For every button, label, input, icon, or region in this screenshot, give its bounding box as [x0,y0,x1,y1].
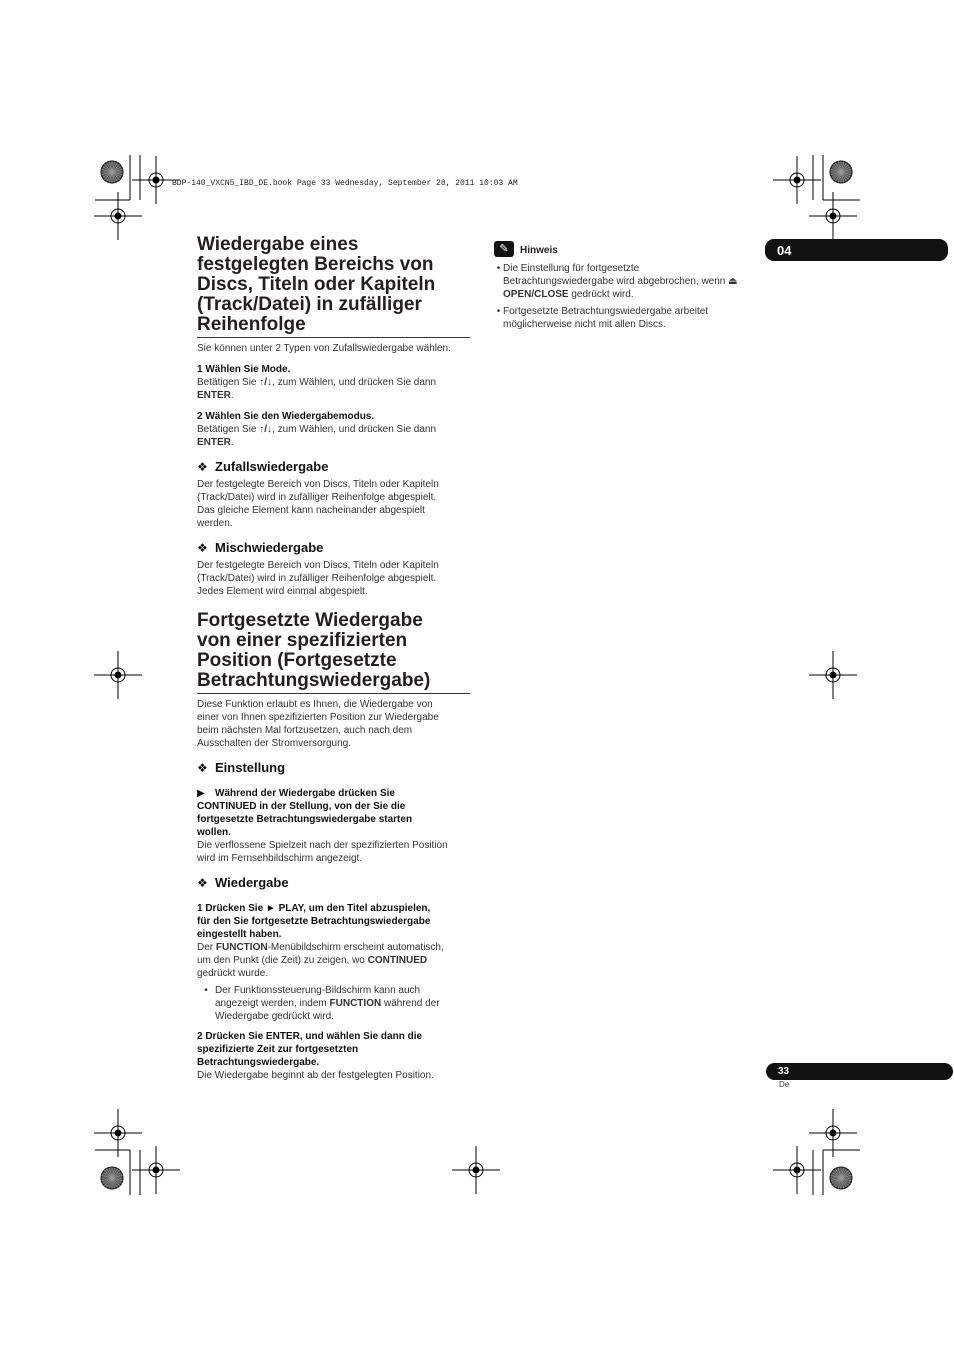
section-title-random [197,235,470,338]
playback-step-1-text [197,941,470,980]
diamond-icon: ❖ [197,459,208,474]
text-line: eingestellt haben. [197,929,282,940]
function-key-label: FUNCTION [215,942,268,953]
text: Der [197,942,216,953]
text-line: Betrachtungswiedergabe. [197,1057,320,1068]
subheading-label: Mischwiedergabe [215,540,324,555]
bullet-dot: • [204,985,208,996]
title-line: von einer spezifizierten [197,630,408,651]
step-1-text: Betätigen Sie ↑/↓, zum Wählen, und drücken Sie dann ENTER. [197,377,437,401]
bullet-text [215,984,440,1023]
text-line: Der festgelegte Bereich von Discs, Titeln oder Kapiteln [197,560,439,571]
text-line: CONTINUED in der Stellung, von der Sie die [197,801,406,812]
continued-intro-text [197,698,470,750]
page-language: De [779,1080,790,1089]
shuffle-play-text [197,559,470,598]
title-line: Fortgesetzte Wiedergabe [197,610,423,631]
text-line: werden. [197,518,233,529]
text: Betätigen Sie [197,377,260,388]
pencil-note-icon: ✎ [494,241,514,257]
text: Wiedergabe gedrückt wird. [215,1011,334,1022]
text: um den Punkt (die Zeit) zu zeigen, wo [197,955,368,966]
text: Fortgesetzte Betrachtungswiedergabe arbeitet [503,306,709,317]
text-line: (Track/Datei) wird in zufälliger Reihenfolge abgespielt. [197,492,437,503]
text-line: wollen. [197,827,231,838]
text-line: wird im Fernsehbildschirm angezeigt. [197,853,363,864]
note-header [494,241,756,257]
note-title: Hinweis [520,245,558,256]
text-line: Der festgelegte Bereich von Discs, Titeln oder Kapiteln [197,479,439,490]
subheading-label: Wiedergabe [215,875,289,890]
setting-text [197,839,470,865]
crosshair-mark [94,651,142,699]
play-triangle-icon: ▶ [197,788,205,799]
title-line: Betrachtungswiedergabe) [197,670,431,691]
text: gedrückt wurde. [197,968,269,979]
enter-key-label: ENTER [197,390,231,401]
crosshair-mark [773,1146,821,1194]
registration-disc-mark [101,1167,123,1189]
text: -Menübildschirm erscheint automatisch, [267,942,444,953]
subheading-label: Einstellung [215,760,286,775]
text-line: Während der Wiedergabe drücken Sie [215,788,395,799]
text-line: beim nächsten Mal fortzusetzen, auch nach dem [197,725,413,736]
text-line: fortgesetzte Betrachtungswiedergabe starten [197,814,413,825]
subheading-shuffle-play [197,540,470,555]
title-line: Reihenfolge [197,314,306,335]
text-line: Das gleiche Element kann nacheinander abgespielt [197,505,425,516]
title-line: festgelegten Bereichs von [197,254,434,275]
bullet-text [503,262,738,301]
title-line: Position (Fortgesetzte [197,650,397,671]
text: Der Funktionssteuerung-Bildschirm kann auch [215,985,421,996]
registration-disc-mark [101,161,123,183]
subheading-setting [197,760,470,775]
random-play-text [197,478,470,530]
text: Betrachtungswiedergabe wird abgebrochen, wenn ⏏ [503,276,738,287]
text: gedrückt wird. [568,289,634,300]
text: Die Einstellung für fortgesetzte [503,263,640,274]
subheading-random-play [197,459,470,474]
note-bullet [494,262,756,301]
text: möglicherweise nicht mit allen Discs. [503,319,666,330]
registration-disc-mark [830,161,852,183]
step-1-title: 1 Wählen Sie Mode. [197,364,291,375]
bullet-text [503,305,708,331]
crosshair-mark [132,1146,180,1194]
title-line: Wiedergabe eines [197,234,359,255]
print-header-line: BDP-140_VXCN5_IBD_DE.book Page 33 Wednesday, September 28, 2011 10:03 AM [172,179,518,188]
crosshair-mark [452,1146,500,1194]
title-line: Discs, Titeln oder Kapiteln [197,274,436,295]
bullet-dot: • [496,263,501,274]
bullet-dot: • [496,306,501,317]
section-title-continued [197,611,470,694]
arrow-keys-icon: ↑/↓ [259,424,273,435]
text-line: Ausschalten der Stromversorgung. [197,738,351,749]
text: , zum Wählen, und drücken Sie dann [272,377,437,388]
diamond-icon: ❖ [197,875,208,890]
diamond-icon: ❖ [197,760,208,775]
note-box [494,241,756,331]
playback-step-1-title [197,902,470,941]
crosshair-mark [809,192,857,240]
text-line: 2 Drücken Sie ENTER, und wählen Sie dann die [197,1031,423,1042]
text: , zum Wählen, und drücken Sie dann [272,424,437,435]
text: während der [381,998,440,1009]
main-column [197,235,470,1082]
open-close-key-label: OPEN/CLOSE [503,289,569,300]
chapter-tab [765,239,948,261]
enter-key-label: ENTER [197,437,231,448]
arrow-keys-icon: ↑/↓ [259,377,273,388]
text-line: einer von Ihnen spezifizierten Position zur Wiedergabe [197,712,439,723]
text-line: Die verflossene Spielzeit nach der spezifizierten Position [197,840,448,851]
step-2-text: Betätigen Sie ↑/↓, zum Wählen, und drücken Sie dann ENTER. [197,424,437,448]
intro-text: Sie können unter 2 Typen von Zufallswiedergabe wählen. [197,343,451,354]
diamond-icon: ❖ [197,540,208,555]
page-number-tab [766,1063,953,1080]
note-bullet [494,305,756,331]
function-key-label: FUNCTION [329,998,382,1009]
title-line: (Track/Datei) in zufälliger [197,294,422,315]
registration-disc-mark [830,1167,852,1189]
text: Betätigen Sie [197,424,260,435]
text-line: 1 Drücken Sie ► PLAY, um den Titel abzuspielen, [197,903,431,914]
page-number: 33 [778,1066,790,1077]
playback-bullet [197,984,470,1023]
crosshair-mark [94,192,142,240]
subheading-playback [197,875,470,890]
playback-step-2-text: Die Wiedergabe beginnt ab der festgelegten Position. [197,1070,434,1081]
text-line: Jedes Element wird einmal abgespielt. [197,586,368,597]
text-line: spezifizierte Zeit zur fortgesetzten [197,1044,359,1055]
text: angezeigt werden, indem [215,998,330,1009]
text-line: (Track/Datei) wird in zufälliger Reihenfolge abgespielt. [197,573,437,584]
setting-step [197,787,470,839]
text-line: für den Sie fortgesetzte Betrachtungswiedergabe [197,916,431,927]
playback-step-2-title [197,1030,470,1069]
step-2-title: 2 Wählen Sie den Wiedergabemodus. [197,411,375,422]
continued-key-label: CONTINUED [367,955,428,966]
subheading-label: Zufallswiedergabe [215,459,329,474]
chapter-number: 04 [777,242,792,258]
text-line: Diese Funktion erlaubt es Ihnen, die Wiedergabe von [197,699,433,710]
crosshair-mark [773,156,821,204]
crosshair-mark [809,651,857,699]
